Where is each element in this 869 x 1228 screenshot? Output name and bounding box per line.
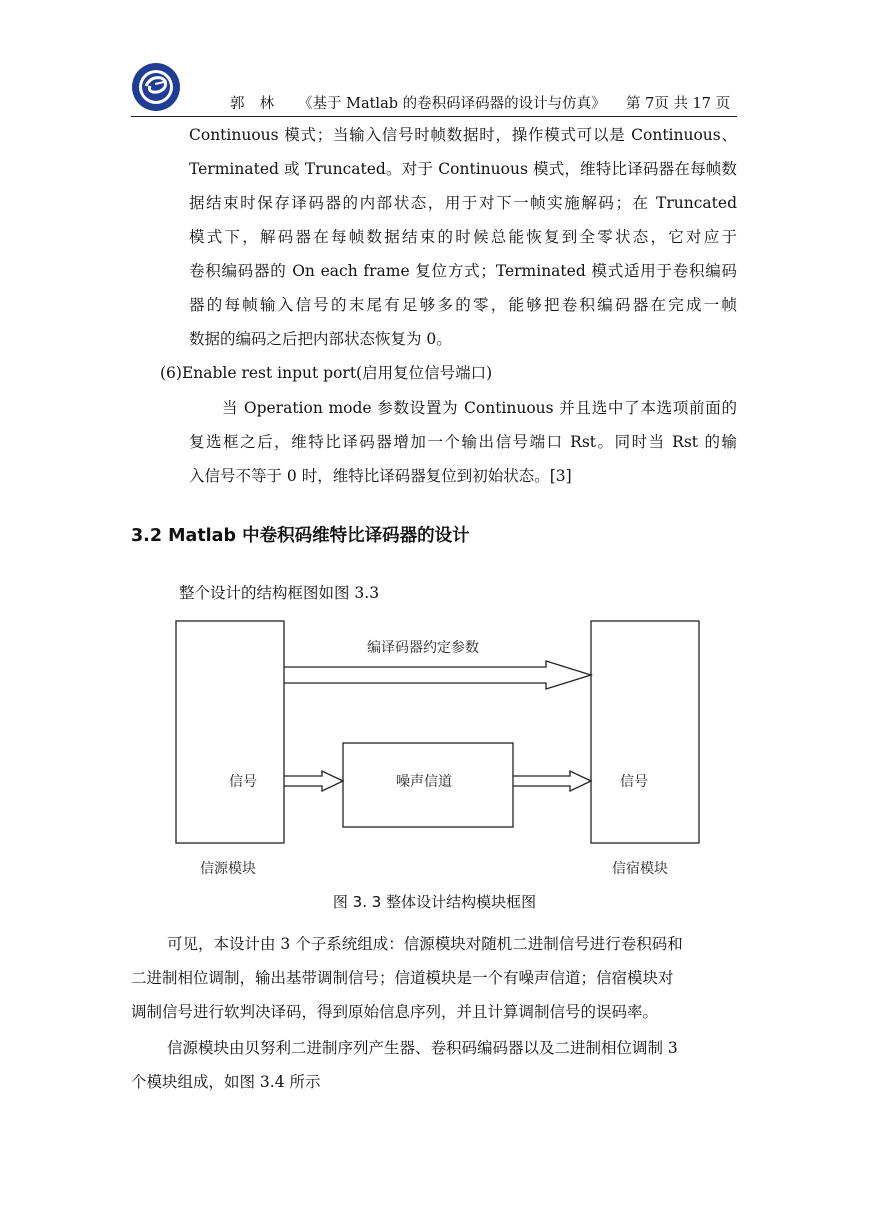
source-block <box>176 621 284 843</box>
sink-signal-label: 信号 <box>620 774 648 790</box>
channel-label: 噪声信道 <box>396 774 452 790</box>
header-page-number: 第 7页 共 17 页 <box>626 96 731 112</box>
figure-intro-line: 整个设计的结构框图如图 3.3 <box>179 584 380 602</box>
body-line: 数据的编码之后把内部状态恢复为 0。 <box>189 330 452 348</box>
sink-block <box>591 621 699 843</box>
body-line: 个模块组成，如图 3.4 所示 <box>131 1073 321 1091</box>
body-line: 器的每帧输入信号的末尾有足够多的零，能够把卷积编码器在完成一帧 <box>189 296 737 314</box>
body-line: 入信号不等于 0 时，维特比译码器复位到初始状态。[3] <box>189 467 572 485</box>
signal-arrow-right <box>513 771 591 791</box>
section-heading: 3.2 Matlab 中卷积码维特比译码器的设计 <box>131 526 470 546</box>
header-title: 《基于 Matlab 的卷积码译码器的设计与仿真》 <box>298 96 606 112</box>
body-line: 二进制相位调制，输出基带调制信号；信道模块是一个有噪声信道；信宿模块对 <box>131 969 674 987</box>
parameter-arrow <box>284 661 591 689</box>
body-line: 据结束时保存译码器的内部状态，用于对下一帧实施解码；在 Truncated <box>189 194 737 212</box>
source-module-caption: 信源模块 <box>200 861 256 877</box>
signal-arrow-left <box>284 771 343 791</box>
header-author: 郭林 <box>230 96 289 112</box>
body-line: 信源模块由贝努利二进制序列产生器、卷积码编码器以及二进制相位调制 3 <box>167 1039 678 1057</box>
source-signal-label: 信号 <box>229 774 257 790</box>
body-line: Continuous 模式；当输入信号时帧数据时，操作模式可以是 Continuous、 <box>189 126 737 144</box>
body-line: 卷积编码器的 On each frame 复位方式；Terminated 模式适用于卷积编码 <box>189 262 737 280</box>
body-line: 当 Operation mode 参数设置为 Continuous 并且选中了本选项前面的 <box>222 399 737 417</box>
sink-module-caption: 信宿模块 <box>612 861 668 877</box>
body-line: 可见，本设计由 3 个子系统组成：信源模块对随机二进制信号进行卷积码和 <box>167 935 683 953</box>
body-line: 模式下，解码器在每帧数据结束的时候总能恢复到全零状态，它对应于 <box>189 228 737 246</box>
body-line: 调制信号进行软判决译码，得到原始信息序列，并且计算调制信号的误码率。 <box>131 1003 659 1021</box>
figure-caption: 图 3. 3 整体设计结构模块框图 <box>332 893 537 911</box>
list-item-heading: (6)Enable rest input port(启用复位信号端口) <box>160 364 493 382</box>
body-line: Terminated 或 Truncated。对于 Continuous 模式，维特比译码器在每帧数 <box>189 160 737 178</box>
parameter-arrow-label: 编译码器约定参数 <box>367 640 479 656</box>
body-line: 复选框之后，维特比译码器增加一个输出信号端口 Rst。同时当 Rst 的输 <box>189 433 737 451</box>
